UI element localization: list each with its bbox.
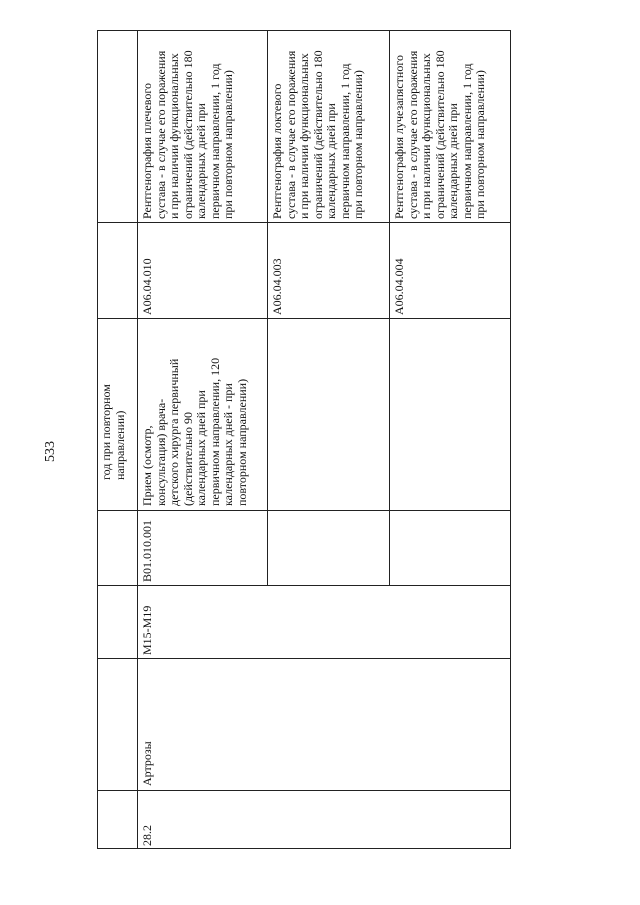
grid-line [97,790,511,791]
grid-line [97,222,511,223]
service-description: Прием (осмотр, консультация) врача- детского хирурга первичный (действительно 90 календарных дней при первичном направлении, 120 календарных дней - при повторном направлении) [140,357,249,506]
nosology-name: Артрозы [140,741,154,786]
grid-line [97,30,511,31]
service-code: B01.010.001 [140,519,154,582]
grid-line [97,658,511,659]
grid-line [97,510,511,511]
page-number: 533 [43,441,58,462]
service-description: Рентгенография плечевого сустава - в случае его поражения и при наличии функциональных ограничений (действительно 180 календарных дней при первичном направлении, 1 год при повторном направлении) [140,50,235,219]
grid-line [510,30,511,848]
service-code: A06.04.010 [140,258,154,315]
service-description: Рентгенография локтевого сустава - в случае его поражения и при наличии функциональных ограничений (действительно 180 календарных дней при первичном направлении, 1 год при повторном направлении) [270,50,365,219]
service-code: A06.04.004 [392,258,406,315]
grid-line [97,318,511,319]
service-description: Рентгенография лучезапястного сустава - в случае его поражения и при наличии функциональных ограничений (действительно 180 календарных дней при первичном направлении, 1 год при повторном направлении) [392,50,487,219]
row-number: 28.2 [140,825,154,846]
page-number-container [44,440,64,470]
grid-line [137,30,138,848]
grid-line [267,30,268,585]
service-code: A06.04.003 [270,258,284,315]
grid-line [389,30,390,585]
grid-line [97,585,511,586]
grid-line [97,848,511,849]
icd-code: M15-M19 [140,605,154,655]
continuation-text: год при повторном направлении) [99,384,127,480]
grid-line [97,30,98,848]
